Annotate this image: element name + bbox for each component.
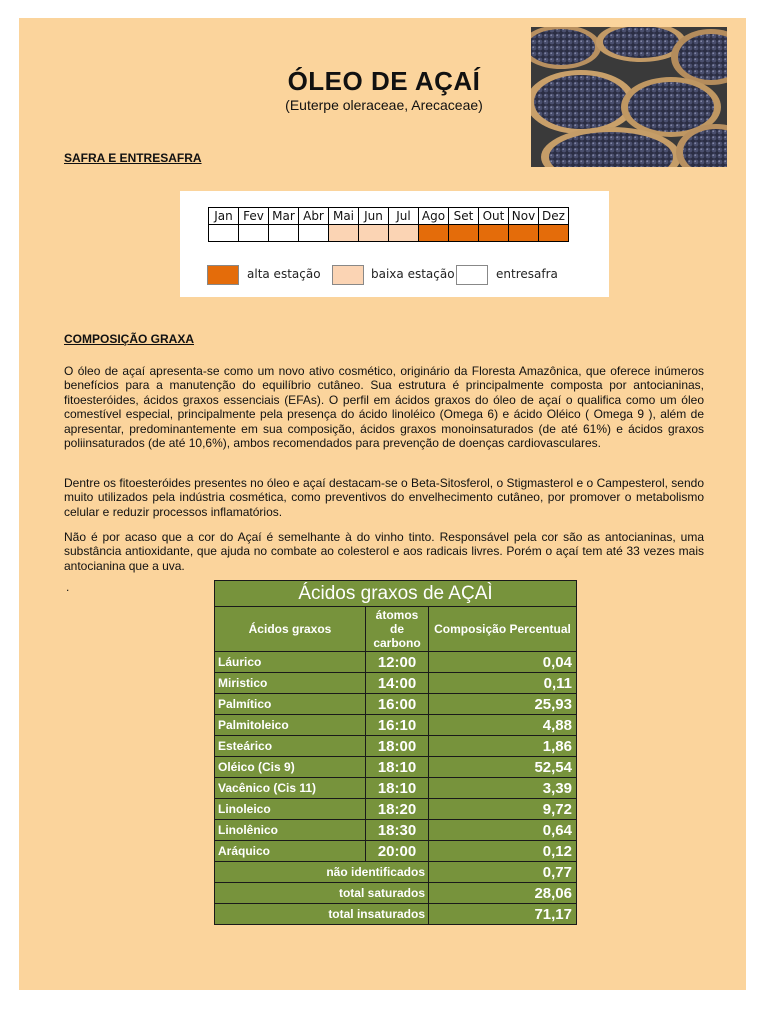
carbon-atoms: 14:00 — [366, 673, 429, 694]
total-value: 28,06 — [429, 883, 577, 904]
month-label: Nov — [509, 208, 539, 225]
carbon-atoms: 18:20 — [366, 799, 429, 820]
month-season-cell — [449, 225, 479, 242]
legend-label-baixa: baixa estação — [371, 267, 455, 281]
table-row — [215, 694, 577, 715]
percent-value: 0,11 — [429, 673, 577, 694]
carbon-atoms: 18:10 — [366, 757, 429, 778]
composicao-heading: COMPOSIÇÃO GRAXA — [64, 332, 195, 346]
legend-swatch-entresafra — [456, 265, 488, 285]
month-label: Fev — [239, 208, 269, 225]
percent-value: 1,86 — [429, 736, 577, 757]
table-row — [215, 757, 577, 778]
month-label: Ago — [419, 208, 449, 225]
month-label: Mai — [329, 208, 359, 225]
legend-swatch-baixa — [332, 265, 364, 285]
stray-dot: . — [66, 580, 70, 594]
carbon-atoms: 16:10 — [366, 715, 429, 736]
month-season-cell — [359, 225, 389, 242]
acid-name: Oléico (Cis 9) — [215, 757, 366, 778]
fatty-acids-table — [214, 580, 577, 925]
month-season-cell — [389, 225, 419, 242]
table-title: Ácidos graxos de AÇAÌ — [215, 581, 577, 607]
legend-label-alta: alta estação — [247, 267, 321, 281]
carbon-atoms: 18:00 — [366, 736, 429, 757]
total-row — [215, 862, 577, 883]
month-label: Jun — [359, 208, 389, 225]
percent-value: 0,12 — [429, 841, 577, 862]
percent-value: 0,04 — [429, 652, 577, 673]
month-season-cell — [209, 225, 239, 242]
table-row — [215, 673, 577, 694]
month-labels-row — [209, 208, 569, 225]
page-title: ÓLEO DE AÇAÍ — [287, 66, 481, 96]
acid-name: Palmitoleico — [215, 715, 366, 736]
table-row — [215, 841, 577, 862]
month-season-cell — [539, 225, 569, 242]
percent-value: 4,88 — [429, 715, 577, 736]
month-season-cell — [299, 225, 329, 242]
total-label: total saturados — [215, 883, 429, 904]
months-table — [208, 207, 569, 242]
percent-value: 3,39 — [429, 778, 577, 799]
table-header-row — [215, 607, 577, 652]
month-label: Jul — [389, 208, 419, 225]
acid-name: Palmítico — [215, 694, 366, 715]
acai-baskets-photo — [531, 27, 727, 167]
percent-value: 25,93 — [429, 694, 577, 715]
month-label: Dez — [539, 208, 569, 225]
acid-name: Esteárico — [215, 736, 366, 757]
total-value: 71,17 — [429, 904, 577, 925]
carbon-atoms: 12:00 — [366, 652, 429, 673]
total-label: total insaturados — [215, 904, 429, 925]
table-title-row — [215, 581, 577, 607]
carbon-atoms: 20:00 — [366, 841, 429, 862]
month-label: Out — [479, 208, 509, 225]
month-season-cell — [509, 225, 539, 242]
month-label: Set — [449, 208, 479, 225]
month-season-row — [209, 225, 569, 242]
paragraph-intro: O óleo de açaí apresenta-se como um novo ativo cosmético, originário da Floresta Amazônica, que oferece inúmeros benefícios para a manutenção do equilíbrio cutâneo. Sua estrutura é principalmente composta por antocianinas, fitoesteróides, ácidos graxos essenciais (EFAs). O perfil em ácidos graxos do óleo de açaí o qualifica como um óleo comestível especial, principalmente pela presença do ácido linoléico (Omega 6) e ácido Oléico ( Omega 9 ), além de apresentar, predominantemente em sua composição, ácidos graxos monoinsaturados (de até 61%) e ácidos graxos poliinsaturados (de até 10,6%), ambos recomendados para prevenção de doenças cardiovasculares. — [64, 364, 704, 451]
month-season-cell — [419, 225, 449, 242]
acid-name: Linolênico — [215, 820, 366, 841]
acai-photo-illustration — [531, 27, 727, 167]
percent-value: 0,64 — [429, 820, 577, 841]
table-row — [215, 778, 577, 799]
total-row — [215, 904, 577, 925]
month-season-cell — [269, 225, 299, 242]
percent-value: 52,54 — [429, 757, 577, 778]
page-subtitle: (Euterpe oleraceae, Arecaceae) — [285, 97, 483, 113]
paragraph-antocianinas: Não é por acaso que a cor do Açaí é semelhante à do vinho tinto. Responsável pela cor são as antocianinas, uma substância antioxidante, que ajuda no combate ao colesterol e aos radicais livres. Porém o açaí tem até 33 vezes mais antocianina que a uva. — [64, 530, 704, 573]
safra-heading: SAFRA E ENTRESAFRA — [64, 151, 202, 165]
table-row — [215, 799, 577, 820]
acid-name: Aráquico — [215, 841, 366, 862]
legend-swatch-alta — [207, 265, 239, 285]
harvest-calendar — [180, 191, 609, 297]
acid-name: Miristico — [215, 673, 366, 694]
paragraph-fitoesteroides: Dentre os fitoesteróides presentes no óleo e açaí destacam-se o Beta-Sitosferol, o Stigmasterol e o Campesterol, sendo muito utilizados pela indústria cosmética, como preventivos do envelhecimento cutâneo, por promover o metabolismo celular e reduzir processos inflamatórios. — [64, 476, 704, 519]
carbon-atoms: 16:00 — [366, 694, 429, 715]
table-row — [215, 736, 577, 757]
carbon-atoms: 18:10 — [366, 778, 429, 799]
month-label: Mar — [269, 208, 299, 225]
legend-label-entresafra: entresafra — [496, 267, 558, 281]
table-row — [215, 715, 577, 736]
month-season-cell — [479, 225, 509, 242]
table-row — [215, 652, 577, 673]
month-label: Abr — [299, 208, 329, 225]
header-composicao: Composição Percentual — [429, 607, 577, 652]
acid-name: Linoleico — [215, 799, 366, 820]
total-value: 0,77 — [429, 862, 577, 883]
table-row — [215, 820, 577, 841]
carbon-atoms: 18:30 — [366, 820, 429, 841]
acid-name: Vacênico (Cis 11) — [215, 778, 366, 799]
header-acidos: Ácidos graxos — [215, 607, 366, 652]
percent-value: 9,72 — [429, 799, 577, 820]
header-atomos: átomos de carbono — [366, 607, 429, 652]
month-season-cell — [329, 225, 359, 242]
total-row — [215, 883, 577, 904]
acid-name: Láurico — [215, 652, 366, 673]
total-label: não identificados — [215, 862, 429, 883]
month-label: Jan — [209, 208, 239, 225]
month-season-cell — [239, 225, 269, 242]
